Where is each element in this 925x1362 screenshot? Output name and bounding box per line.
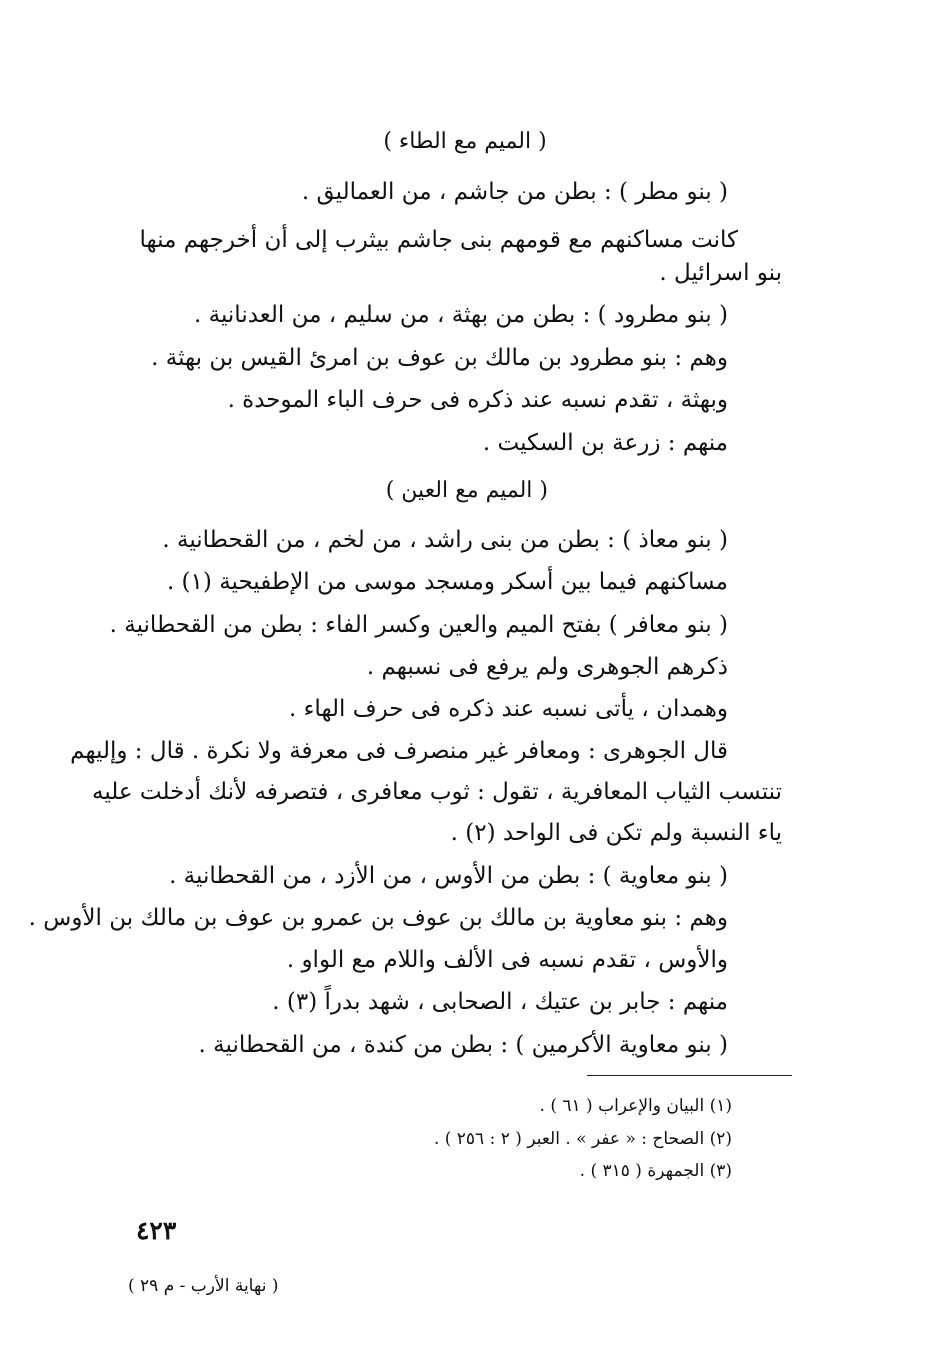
- text-line: تنتسب الثياب المعافرية ، تقول : ثوب معافرى ، فتصرفه لأنك أدخلت عليه: [92, 779, 782, 805]
- text-line: منهم : زرعة بن السكيت .: [482, 430, 728, 456]
- text-line: بنو اسرائيل .: [659, 260, 782, 286]
- footnote-divider: [587, 1075, 792, 1076]
- section-heading: ( الميم مع الطاء ): [383, 129, 547, 154]
- text-line: وهم : بنو مطرود بن مالك بن عوف بن امرئ القيس بن بهثة .: [151, 345, 728, 371]
- footnote: (٣) الجمهرة ( ٣١٥ ) .: [579, 1161, 732, 1181]
- text-line: والأوس ، تقدم نسبه فى الألف واللام مع الواو .: [286, 947, 728, 973]
- text-line: منهم : جابر بن عتيك ، الصحابى ، شهد بدراً (٣) .: [272, 989, 728, 1015]
- text-line: ( بنو معاوية الأكرمين ) : بطن من كندة ، من القحطانية .: [198, 1032, 728, 1058]
- text-line: وبهثة ، تقدم نسبه عند ذكره فى حرف الباء الموحدة .: [227, 387, 728, 413]
- page-number: ٤٢٣: [136, 1216, 177, 1245]
- text-line: ( بنو معافر ) بفتح الميم والعين وكسر الفاء : بطن من القحطانية .: [109, 612, 728, 638]
- text-line: ( بنو معاذ ) : بطن من بنى راشد ، من لخم ، من القحطانية .: [162, 527, 728, 553]
- text-line: وهم : بنو معاوية بن مالك بن عوف بن عمرو بن عوف بن مالك بن الأوس .: [28, 905, 728, 931]
- text-line: ياء النسبة ولم تكن فى الواحد (٢) .: [450, 820, 782, 846]
- footnote: (٢) الصحاح : « عفر » . العبر ( ٢ : ٢٥٦ ) .: [433, 1129, 732, 1149]
- text-line: ( بنو مطرود ) : بطن من بهثة ، من سليم ، من العدنانية .: [194, 302, 728, 328]
- print-signature: ( نهاية الأرب - م ٢٩ ): [128, 1276, 279, 1296]
- section-heading: ( الميم مع العين ): [385, 478, 548, 503]
- text-line: مساكنهم فيما بين أسكر ومسجد موسى من الإطفيحية (١) .: [166, 569, 728, 595]
- text-line: وهمدان ، يأتى نسبه عند ذكره فى حرف الهاء .: [289, 696, 728, 722]
- footnote: (١) البيان والإعراب ( ٦١ ) .: [539, 1096, 732, 1116]
- text-line: ( بنو معاوية ) : بطن من الأوس ، من الأزد ، من القحطانية .: [169, 863, 728, 889]
- text-line: ذكرهم الجوهرى ولم يرفع فى نسبهم .: [366, 654, 728, 680]
- text-line: كانت مساكنهم مع قومهم بنى جاشم بيثرب إلى أن أخرجهم منها: [139, 227, 738, 253]
- text-line: قال الجوهرى : ومعافر غير منصرف فى معرفة ولا نكرة . قال : وإليهم: [70, 738, 728, 764]
- text-line: ( بنو مطر ) : بطن من جاشم ، من العماليق .: [301, 179, 728, 205]
